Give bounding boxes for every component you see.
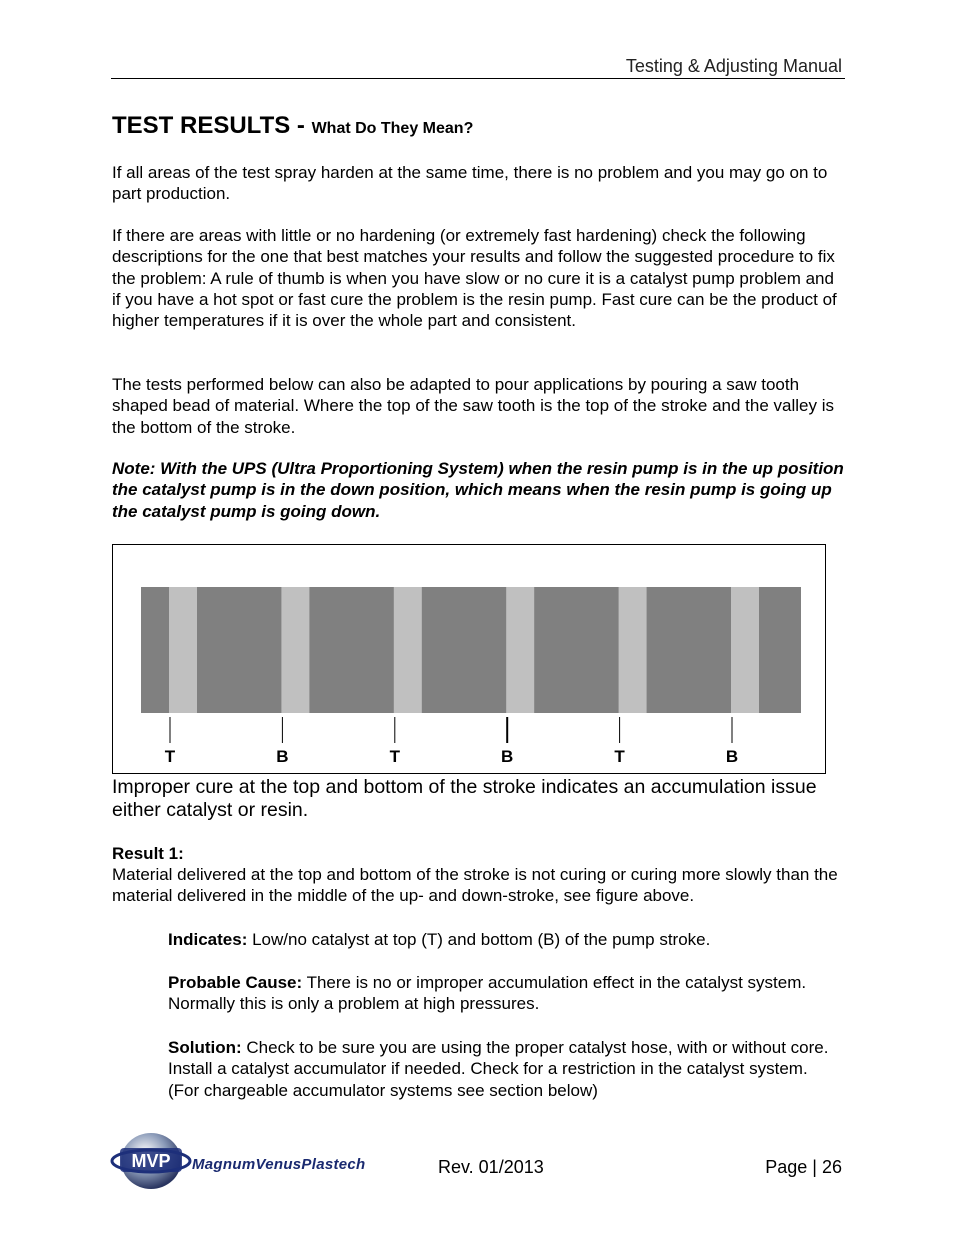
probable-cause-text: There is no or improper accumulation effect in the catalyst system. Normally this is only a problem at high pressures. [168, 973, 807, 1014]
paragraph-intro: If all areas of the test spray harden at the same time, there is no problem and you may go on to part production. [112, 163, 828, 204]
cure-stripe [731, 587, 759, 713]
section-subtitle: What Do They Mean? [311, 120, 474, 137]
figure-caption: Improper cure at the top and bottom of the stroke indicates an accumulation issue either catalyst or resin. [112, 776, 817, 821]
marker-label-top: T [614, 747, 625, 766]
company-logo-text: MagnumVenusPlastech [192, 1156, 366, 1173]
result-1-title: Result 1: [112, 844, 184, 863]
section-title-main: TEST RESULTS - [112, 112, 312, 139]
indicates-block [168, 929, 838, 950]
cure-stripe [394, 587, 422, 713]
cure-stripe [281, 587, 309, 713]
marker-label-bottom: B [725, 747, 739, 766]
probable-cause-label: Probable Cause: [168, 973, 303, 992]
indicates-text: Low/no catalyst at top (T) and bottom (B) of the pump stroke. [247, 930, 711, 949]
paragraph-pour-applications: The tests performed below can also be adapted to pour applications by pouring a saw tooth shaped bead of material. Where the top of the saw tooth is the top of the stroke and the valley is the bottom of the stroke. [112, 375, 834, 437]
marker-label-top: T [164, 747, 176, 766]
note-ups: Note: With the UPS (Ultra Proportioning System) when the resin pump is in the up position the catalyst pump is in the down position, which means when the resin pump is going up the catalyst pump is going down. [112, 459, 844, 521]
header-title: Testing & Adjusting Manual [625, 56, 842, 76]
marker-label-bottom: B [276, 747, 289, 766]
paragraph-rule-of-thumb: If there are areas with little or no hardening (or extremely fast hardening) check the following descriptions for the one that best matches your results and follow the suggested procedure to fix the problem: A rule of thumb is when you have slow or no cure it is a catalyst pump problem and if you have a hot spot or fast cure the problem is the resin pump. Fast cure can be the product of higher temperatures if it is over the whole part and consistent. [112, 226, 837, 331]
solution-label: Solution: [168, 1038, 242, 1057]
section-title [112, 112, 473, 140]
header-divider [111, 78, 845, 79]
logo-mark-text: MVP [131, 1151, 171, 1171]
stroke-figure [112, 544, 826, 774]
mvp-logo-icon [110, 1128, 192, 1194]
stroke-figure-graphic [113, 545, 827, 775]
spray-bar [141, 587, 801, 713]
page-number: Page | 26 [765, 1157, 842, 1177]
cure-stripe [506, 587, 534, 713]
marker-label-top: T [389, 747, 400, 766]
result-1-description: Material delivered at the top and bottom of the stroke is not curing or curing more slowly than the material delivered in the middle of the up- and down-stroke, see figure above. [112, 865, 838, 906]
indicates-label: Indicates: [168, 930, 248, 949]
marker-label-bottom: B [501, 747, 514, 766]
cure-stripe [619, 587, 647, 713]
probable-cause-block [168, 972, 838, 1015]
cure-stripe [169, 587, 197, 713]
solution-block [168, 1037, 838, 1101]
solution-text: Check to be sure you are using the proper catalyst hose, with or without core. Install a catalyst accumulator if needed. Check for a restriction in the catalyst system. (For chargeable accumulator systems see section below) [168, 1038, 829, 1100]
revision-label: Rev. 01/2013 [438, 1157, 544, 1177]
